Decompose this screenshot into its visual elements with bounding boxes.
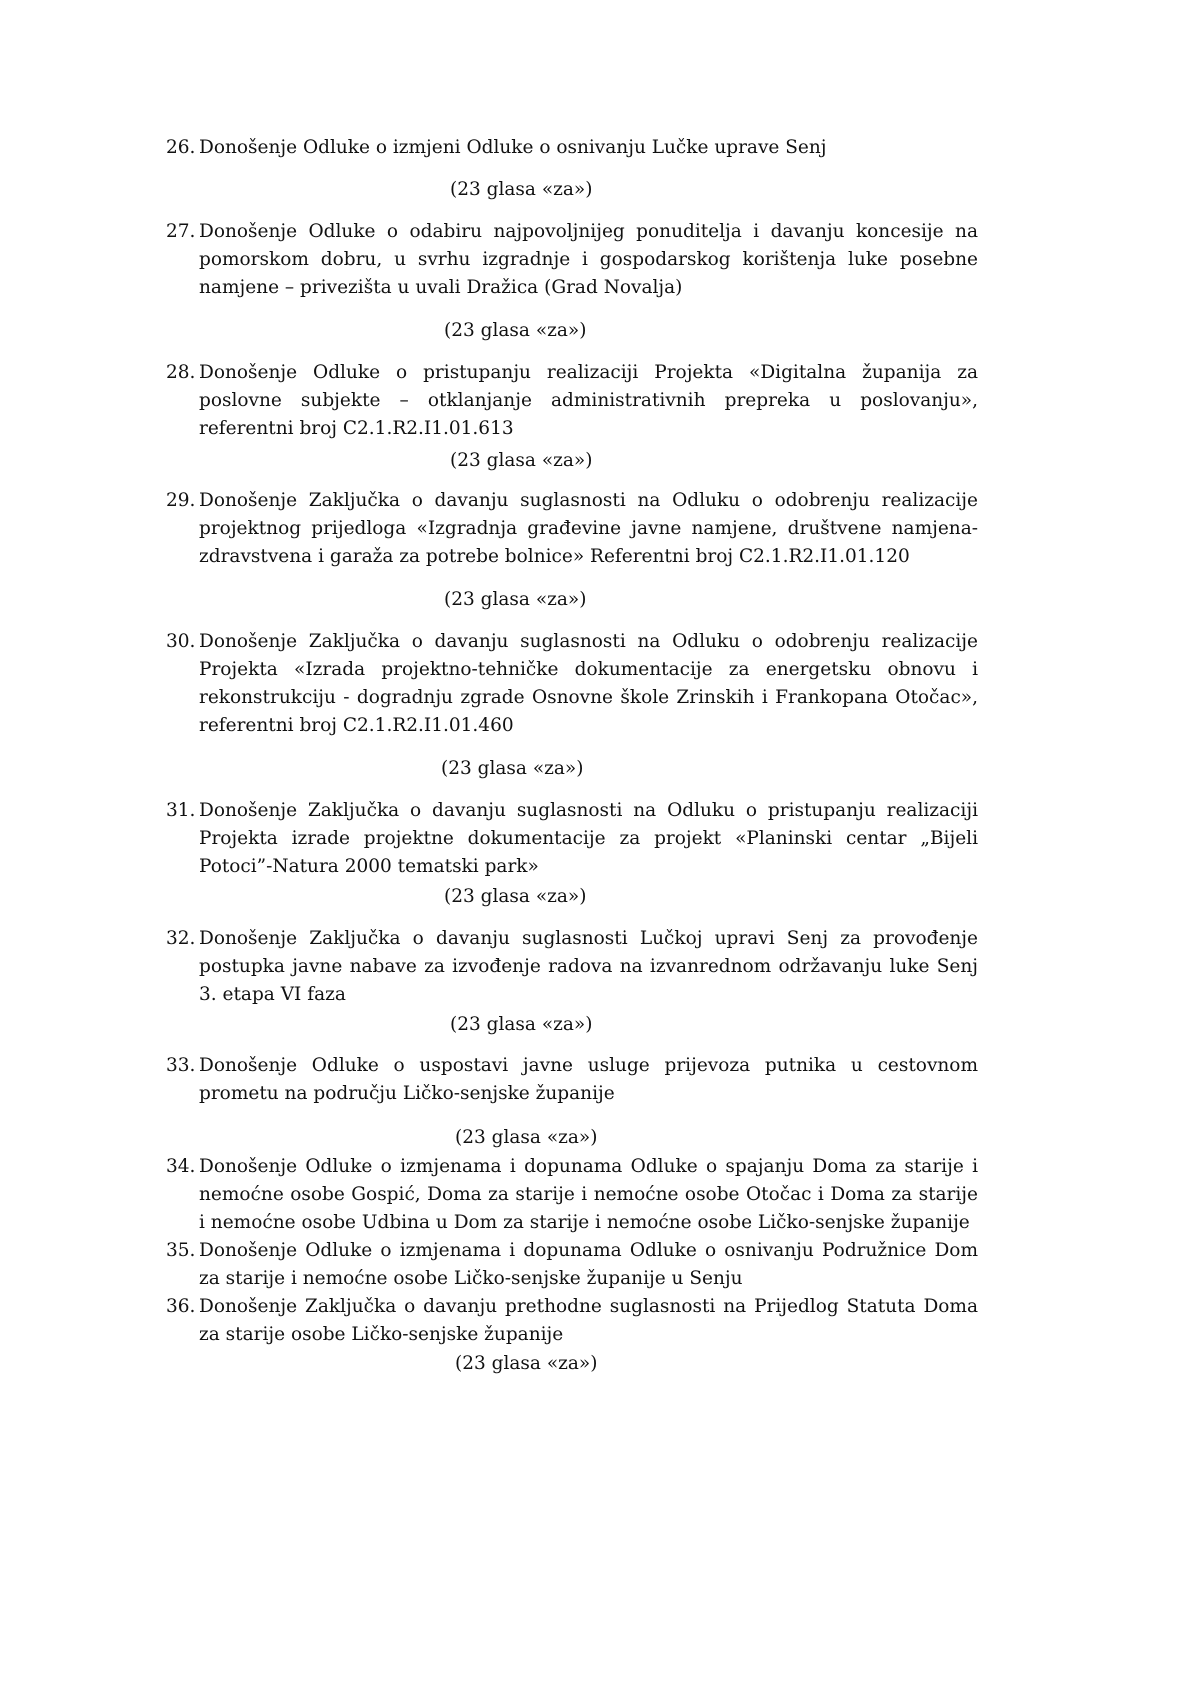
item-text: Donošenje Zaključka o davanju suglasnosti Lučkoj upravi Senj za provođenje postupka javne nabave za izvođenje radova na izvanrednom održavanju luke Senj 3. etapa VI faza <box>199 928 978 1005</box>
item-text: Donošenje Odluke o pristupanju realizaciji Projekta «Digitalna županija za poslovne subjekte – otklanjanje administrativnih prepreka u poslovanju», referentni broj C2.1.R2.I1.01.613 <box>199 362 978 439</box>
agenda-item-32 <box>166 925 978 1009</box>
item-number: 34. <box>166 1156 196 1177</box>
item-text: Donošenje Odluke o izmjenama i dopunama Odluke o spajanju Doma za starije i nemoćne osobe Gospić, Doma za starije i nemoćne osobe Otočac i Doma za starije i nemoćne osobe Udbina u Dom za starije i nemoćne osobe Ličko-senjske županije <box>199 1156 978 1233</box>
agenda-item-30 <box>166 628 978 740</box>
item-text: Donošenje Odluke o odabiru najpovoljnijeg ponuditelja i davanju koncesije na pomorskom dobru, u svrhu izgradnje i gospodarskog korištenja luke posebne namjene – privezišta u uvali Dražica (Grad Novalja) <box>199 221 978 298</box>
agenda-item-36 <box>166 1293 978 1349</box>
item-number: 27. <box>166 221 196 242</box>
item-number: 29. <box>166 490 196 511</box>
item-text: Donošenje Zaključka o davanju suglasnosti na Odluku o pristupanju realizaciji Projekta izrade projektne dokumentacije za projekt «Planinski centar „Bijeli Potoci”-Natura 2000 tematski park» <box>199 800 978 877</box>
item-number: 28. <box>166 362 196 383</box>
vote-result-29: (23 glasa «za») <box>444 589 587 610</box>
agenda-item-31 <box>166 797 978 881</box>
item-text: Donošenje Odluke o izmjeni Odluke o osnivanju Lučke uprave Senj <box>199 137 827 158</box>
item-text: Donošenje Odluke o uspostavi javne usluge prijevoza putnika u cestovnom prometu na području Ličko-senjske županije <box>199 1055 978 1104</box>
vote-result-36: (23 glasa «za») <box>455 1353 598 1374</box>
vote-result-32: (23 glasa «za») <box>450 1014 593 1035</box>
item-number: 36. <box>166 1296 196 1317</box>
item-number: 31. <box>166 800 196 821</box>
item-text: Donošenje Odluke o izmjenama i dopunama Odluke o osnivanju Podružnice Dom za starije i nemoćne osobe Ličko-senjske županije u Senju <box>199 1240 978 1289</box>
agenda-item-33 <box>166 1052 978 1108</box>
vote-result-30: (23 glasa «za») <box>441 758 584 779</box>
vote-result-33: (23 glasa «za») <box>455 1127 598 1148</box>
vote-result-27: (23 glasa «za») <box>444 320 587 341</box>
agenda-item-28 <box>166 359 978 443</box>
agenda-item-26 <box>166 134 978 162</box>
agenda-item-29 <box>166 487 978 571</box>
item-number: 33. <box>166 1055 196 1076</box>
agenda-item-34 <box>166 1153 978 1237</box>
agenda-item-35 <box>166 1237 978 1293</box>
item-number: 26. <box>166 137 196 158</box>
agenda-item-27 <box>166 218 978 302</box>
item-text: Donošenje Zaključka o davanju suglasnosti na Odluku o odobrenju realizacije Projekta «Izrada projektno-tehničke dokumentacije za energetsku obnovu i rekonstrukciju - dogradnju zgrade Osnovne škole Zrinskih i Frankopana Otočac», referentni broj C2.1.R2.I1.01.460 <box>199 631 978 736</box>
vote-result-31: (23 glasa «za») <box>444 886 587 907</box>
item-text: Donošenje Zaključka o davanju prethodne suglasnosti na Prijedlog Statuta Doma za starije osobe Ličko-senjske županije <box>199 1296 978 1345</box>
item-text: Donošenje Zaključka o davanju suglasnosti na Odluku o odobrenju realizacije projektnog prijedloga «Izgradnja građevine javne namjene, društvene namjena-zdravstvena i garaža za potrebe bolnice» Referentni broj C2.1.R2.I1.01.120 <box>199 490 978 567</box>
vote-result-28: (23 glasa «za») <box>450 450 593 471</box>
item-number: 30. <box>166 631 196 652</box>
vote-result-26: (23 glasa «za») <box>450 179 593 200</box>
item-number: 32. <box>166 928 196 949</box>
item-number: 35. <box>166 1240 196 1261</box>
